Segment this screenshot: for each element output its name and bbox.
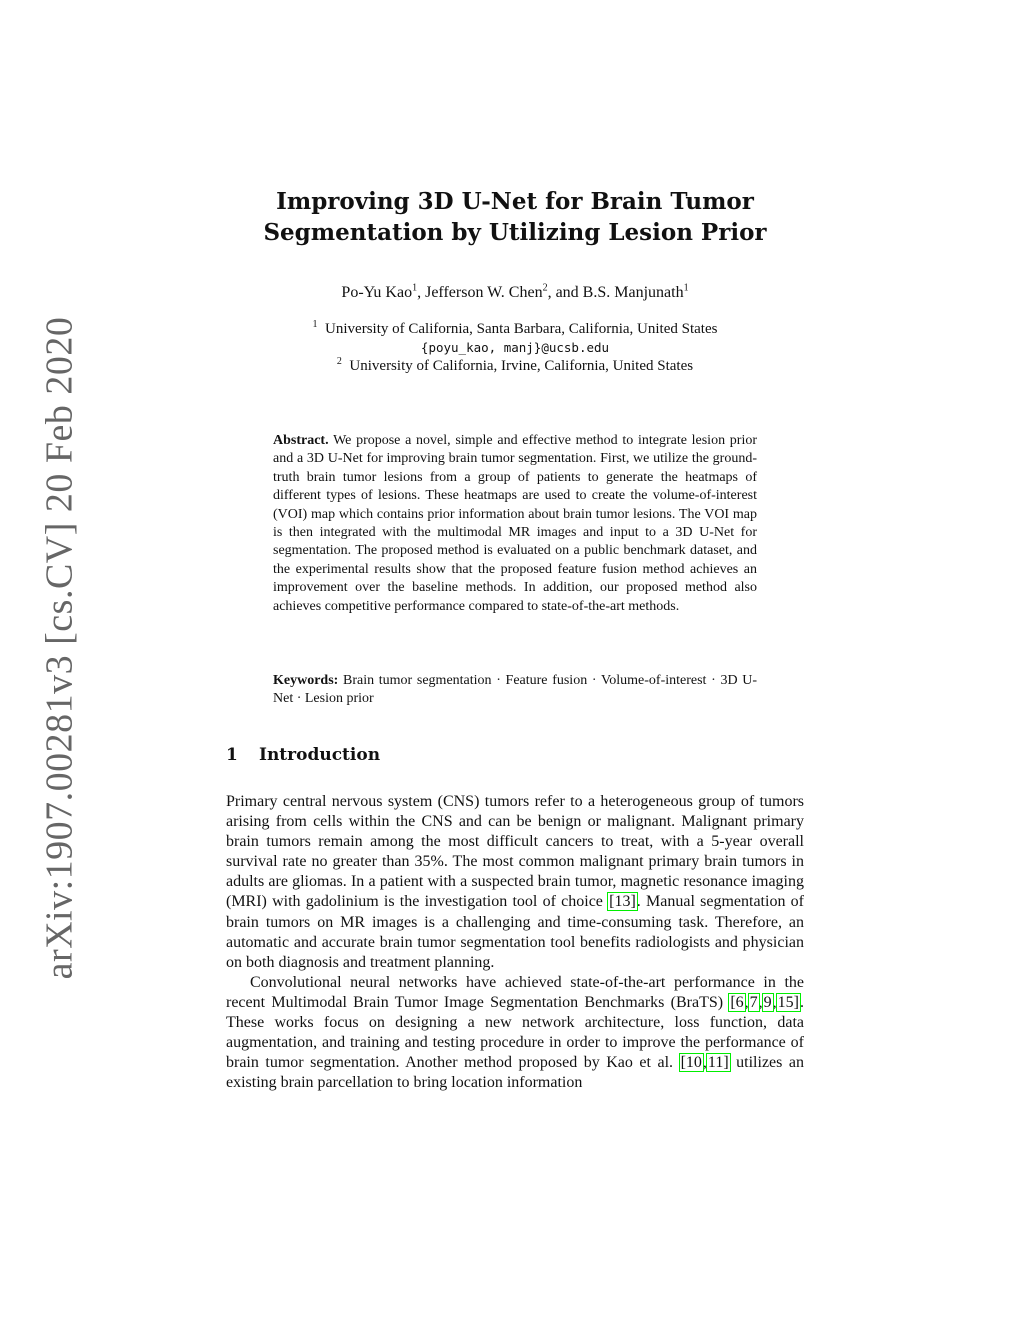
affiliation-1-mark: 1 — [312, 319, 318, 330]
affiliations-block — [200, 320, 830, 376]
author-list — [200, 284, 830, 302]
paragraph-1 — [226, 792, 804, 973]
abstract-label: Abstract. — [273, 433, 329, 448]
paragraph-1-text: . Manual segmentation of brain tumors on MR images is a challenging and time-consuming task. Therefore, an automatic and accurate brain tumor segmentation tool benefits radiologists and physician on both diagnosis and treatment planning. — [226, 893, 805, 971]
citation-link[interactable]: [6 — [730, 993, 744, 1011]
citation-number: 13 — [614, 893, 631, 911]
citation-link[interactable] — [608, 893, 637, 910]
paragraph-2-text: Convolutional neural networks have achieved state-of-the-art performance in the recent Multimodal Brain Tumor Image Segmentation Benchmarks (BraTS) — [226, 973, 804, 1011]
author-name: Po-Yu Kao — [341, 284, 413, 301]
affiliation-1 — [200, 320, 830, 339]
citation-link[interactable]: [10 — [680, 1054, 702, 1072]
keywords — [273, 672, 757, 709]
affiliation-1-text: University of California, Santa Barbara, California, United States — [325, 321, 718, 337]
author-name: B.S. Manjunath — [582, 284, 684, 301]
abstract-text: We propose a novel, simple and effective method to integrate lesion prior and a 3D U-Net for improving brain tumor segmentation. First, we utilize the ground-truth brain tumor lesions from a group of patients to generate the heatmaps of different types of lesions. These heatmaps are used to create the volume-of-interest (VOI) map which contains prior information about brain tumor lesions. The VOI map is then integrated with the multimodal MR images and input to a 3D U-Net for segmentation. The proposed method is evaluated on a public benchmark dataset, and the experimental results show that the proposed feature fusion method achieves an improvement over the baseline methods. In addition, our proposed method also achieves competitive performance compared to state-of-the-art methods. — [273, 433, 757, 614]
section-title: Introduction — [259, 745, 381, 765]
affiliation-2-text: University of California, Irvine, California, United States — [349, 358, 694, 374]
citation-bracket: ] — [630, 893, 636, 911]
introduction-body — [226, 792, 804, 1093]
paragraph-2-text: . These works focus on designing a new network architecture, loss function, data augmentation, and training and testing procedure in order to improve the performance of brain tumor segmentation. Another method proposed by Kao et al. — [226, 993, 804, 1072]
arxiv-identifier: arXiv:1907.00281v3 [cs.CV] 20 Feb 2020 — [38, 316, 80, 980]
abstract — [273, 432, 757, 616]
author-affiliation-mark: 2 — [542, 282, 548, 294]
author-name: Jefferson W. Chen — [425, 284, 543, 301]
paragraph-2: Convolutional neural networks have achieved state-of-the-art performance in the recent Multimodal Brain Tumor Image Segmentation Benchmarks (BraTS) [6,7,9,15]. These works focus on designing a new network architecture, loss function, data augmentation, and training and testing procedure in order to improve the performance of brain tumor segmentation. Another method proposed by Kao et al. [10,11] utilizes an existing brain parcellation to bring location information — [226, 973, 804, 1092]
section-number: 1 — [226, 745, 238, 765]
author-separator: , — [417, 284, 426, 301]
affiliation-2-mark: 2 — [336, 356, 342, 367]
author-affiliation-mark: 1 — [412, 282, 418, 294]
title-line-1: Improving 3D U-Net for Brain Tumor — [276, 188, 754, 215]
keywords-text: Brain tumor segmentation · Feature fusion · Volume-of-interest · 3D U-Net · Lesion prior — [273, 673, 757, 707]
affiliation-2 — [200, 357, 830, 376]
citation-link[interactable]: 7 — [749, 993, 758, 1011]
citation-link[interactable]: 9 — [763, 993, 772, 1011]
paragraph-1-text: Primary central nervous system (CNS) tumors refer to a heterogeneous group of tumors arising from cells within the CNS and can be benign or malignant. Malignant primary brain tumors remain among the most difficult cancers to treat, with a 5-year overall survival rate no greater than 35%. The most common malignant primary brain tumors in adults are gliomas. In a patient with a suspected brain tumor, magnetic resonance imaging (MRI) with gadolinium is the investigation tool of choice — [226, 793, 804, 911]
paragraph-2-text: utilizes an existing brain parcellation to bring location information — [226, 1054, 804, 1092]
arxiv-sidebar-stamp — [24, 316, 94, 980]
citation-bracket: [ — [609, 893, 615, 911]
author-affiliation-mark: 1 — [683, 282, 689, 294]
author-email: {poyu_kao, manj}@ucsb.edu — [420, 339, 610, 355]
keywords-label: Keywords: — [273, 673, 339, 688]
citation-link[interactable]: 15] — [777, 993, 799, 1011]
author-separator: , and — [547, 284, 583, 301]
paper-title — [200, 186, 830, 248]
citation-link[interactable]: 11] — [707, 1054, 729, 1072]
section-heading-introduction — [226, 745, 380, 765]
title-line-2: Segmentation by Utilizing Lesion Prior — [263, 219, 767, 246]
